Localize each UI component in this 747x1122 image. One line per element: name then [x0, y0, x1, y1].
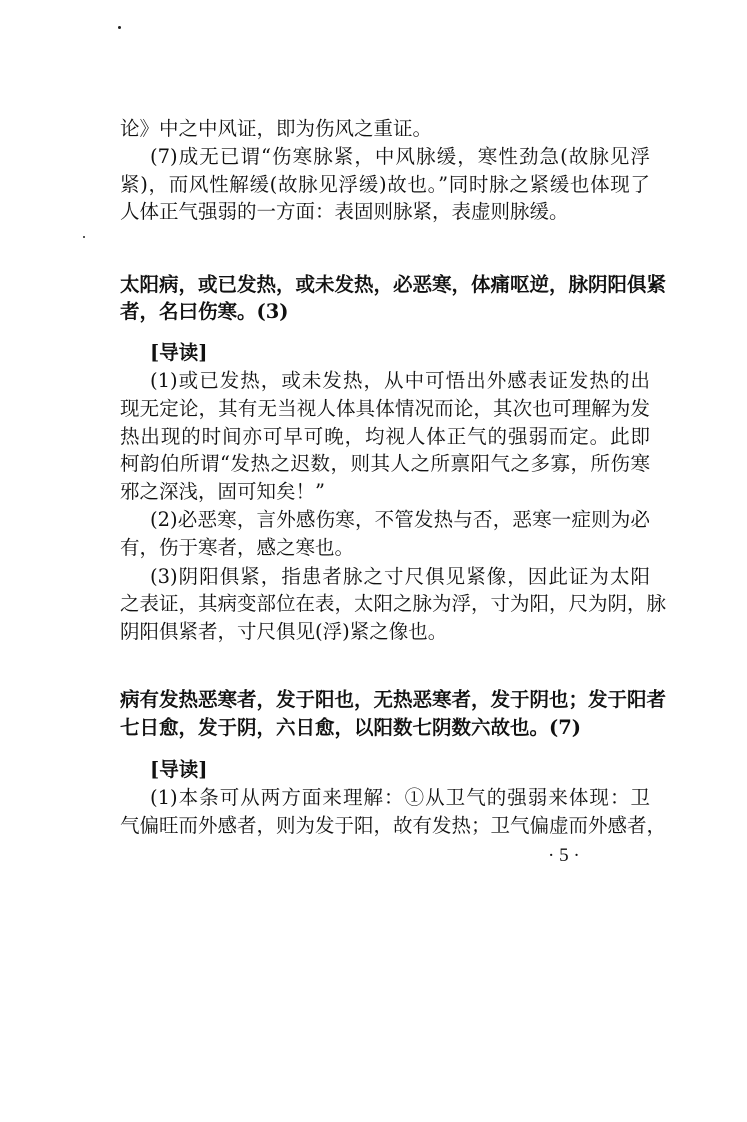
text-line: 邪之深浅，固可知矣！” [120, 480, 325, 503]
section-heading: [导读] [150, 758, 208, 781]
text-line: 现无定论，其有无当视人体具体情况而论，其次也可理解为发 [120, 397, 650, 420]
text-line: 紧)，而风性解缓(故脉见浮缓)故也。”同时脉之紧缓也体现了 [120, 173, 650, 196]
scan-speck [83, 236, 85, 238]
clause-text: 七日愈，发于阴，六日愈，以阳数七阴数六故也。(7) [120, 716, 582, 739]
text-line: 之表证，其病变部位在表，太阳之脉为浮，寸为阳，尺为阴，脉 [120, 592, 667, 615]
text-line: 人体正气强弱的一方面：表固则脉紧，表虚则脉缓。 [120, 200, 569, 223]
text-line: 阴阳俱紧者，寸尺俱见(浮)紧之像也。 [120, 620, 448, 643]
text-line: (3)阴阳俱紧，指患者脉之寸尺俱见紧像，因此证为太阳 [150, 565, 650, 588]
text-line: 有，伤于寒者，感之寒也。 [120, 536, 355, 559]
text-line: (2)必恶寒，言外感伤寒，不管发热与否，恶寒一症则为必 [150, 508, 650, 531]
clause-text: 者，名曰伤寒。(3) [120, 300, 289, 323]
scan-speck [118, 26, 121, 29]
page-number: · 5 · [548, 845, 580, 866]
text-line: 柯韵伯所谓“发热之迟数，则其人之所禀阳气之多寡，所伤寒 [120, 452, 650, 475]
clause-text: 太阳病，或已发热，或未发热，必恶寒，体痛呕逆，脉阴阳俱紧 [120, 273, 667, 296]
text-line: (1)或已发热，或未发热，从中可悟出外感表证发热的出 [150, 369, 650, 392]
text-line: (7)成无已谓“伤寒脉紧，中风脉缓，寒性劲急(故脉见浮 [150, 145, 650, 168]
text-line: 论》中之中风证，即为伤风之重证。 [120, 117, 433, 140]
text-line: 气偏旺而外感者，则为发于阳，故有发热；卫气偏虚而外感者， [120, 814, 667, 837]
clause-text: 病有发热恶寒者，发于阳也，无热恶寒者，发于阴也；发于阳者 [120, 688, 667, 711]
text-line: 热出现的时间亦可早可晚，均视人体正气的强弱而定。此即 [120, 425, 650, 448]
text-line: (1)本条可从两方面来理解：①从卫气的强弱来体现：卫 [150, 786, 650, 809]
section-heading: [导读] [150, 341, 208, 364]
